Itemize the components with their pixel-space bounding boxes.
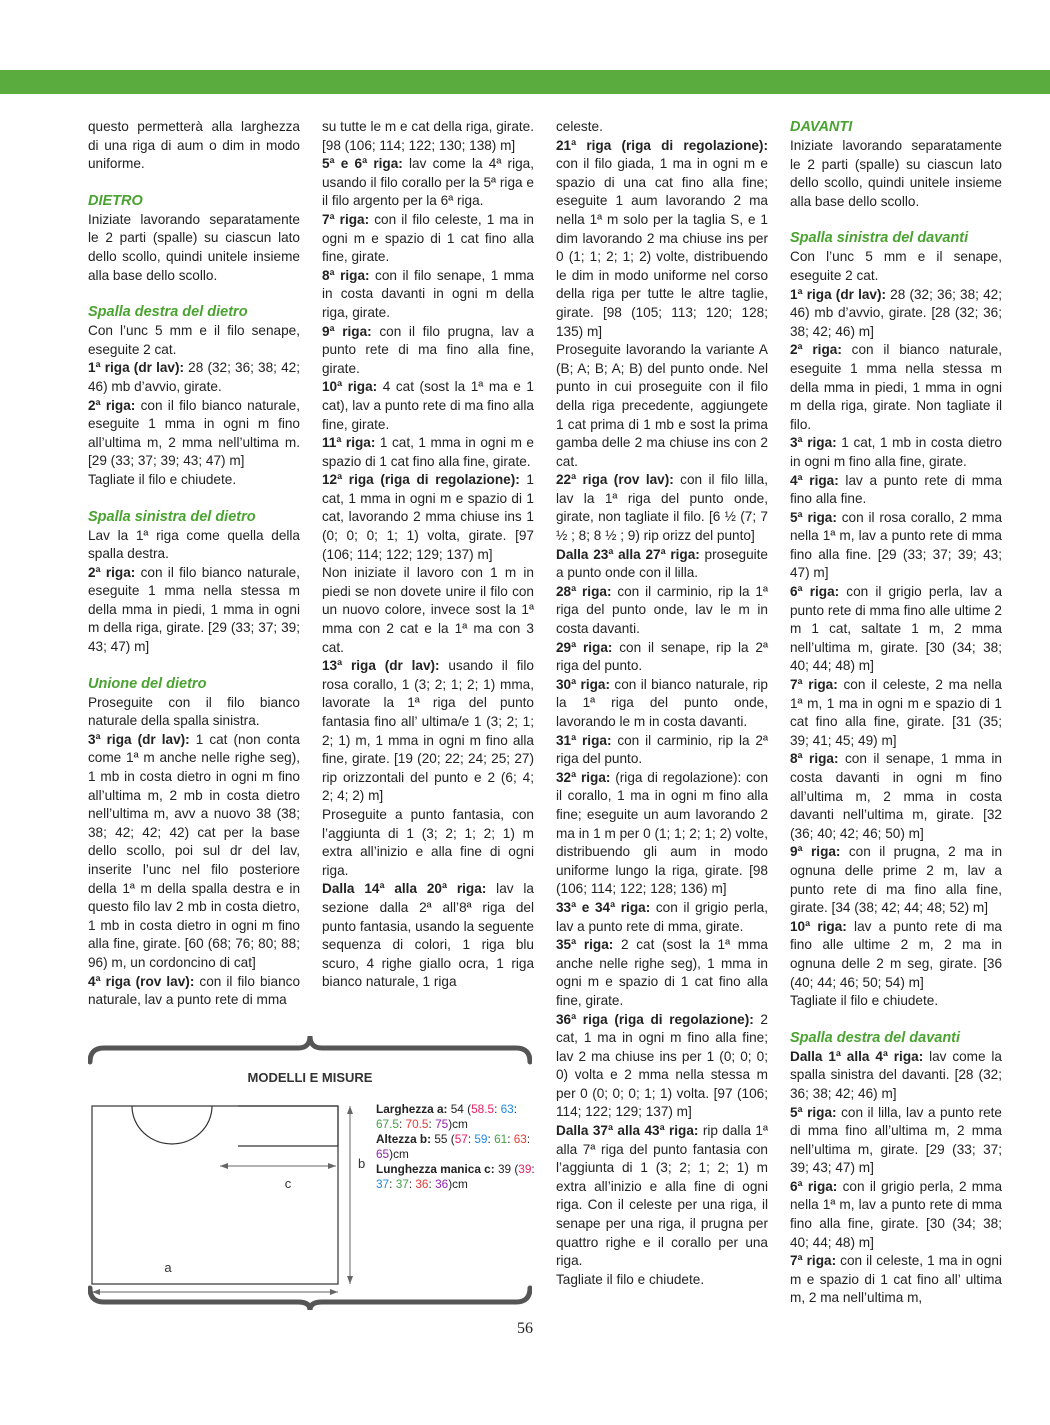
header-bar	[0, 70, 1050, 94]
row-label: 36ª riga (riga di regolazione):	[556, 1011, 754, 1027]
instruction-row	[790, 509, 1002, 583]
unit: cm	[452, 1117, 468, 1131]
instruction-row	[790, 676, 1002, 750]
size-value: 39	[518, 1162, 532, 1176]
row-text: con il senape, 1 mma in costa davanti in ogni m fino all’ultima m, 2 mma in costa davanti nell’ultima m, girate. [32 (36; 40; 42; 46; 50) m]	[790, 751, 1002, 841]
measure-label: Larghezza a:	[376, 1102, 448, 1116]
row-label: 22ª riga (rov lav):	[556, 472, 674, 488]
diagram-title: MODELLI E MISURE	[247, 1070, 373, 1085]
text-column-1	[88, 118, 300, 1010]
section-heading: Spalla sinistra del dietro	[88, 508, 256, 525]
row-text: 1 cat, 1 mma in ogni m e spazio di 1 cat, lavorando 2 mma chiuse ins 1 (0; 0; 0; 1; 1) volta, girate. [97 (106; 114; 122; 129; 137) m]	[322, 472, 534, 562]
row-label: 7ª riga:	[322, 211, 370, 227]
row-label: Dalla 14ª alla 20ª riga:	[322, 881, 487, 897]
size-value: 65	[376, 1147, 390, 1161]
row-label: 5ª riga:	[790, 509, 837, 525]
row-label: 8ª riga:	[322, 267, 370, 283]
page-number: 56	[517, 1320, 533, 1337]
instruction-row	[322, 880, 534, 992]
instruction-row	[322, 471, 534, 564]
row-text: lav a punto rete di ma fino alle ultime 2 m, 2 ma in ognuna delle 2 m seg, girate. [36 (40; 44; 46; 50; 54) m]	[790, 918, 1002, 990]
measurements-block	[376, 1102, 536, 1192]
row-label: 9ª riga:	[322, 323, 372, 339]
instruction-row	[322, 323, 534, 379]
row-label: 6ª riga:	[790, 1178, 838, 1194]
size-value: 70.5	[405, 1117, 429, 1131]
neckline	[132, 1106, 212, 1144]
instruction-row	[790, 1252, 1002, 1308]
instruction-row	[88, 731, 300, 973]
unit: cm	[452, 1177, 468, 1191]
instruction-row	[88, 397, 300, 471]
label-b: b	[358, 1156, 366, 1171]
paragraph: Tagliate il filo e chiudete.	[790, 993, 939, 1009]
size-value: 36	[435, 1177, 449, 1191]
row-text: con il grigio perla, lav a punto rete di mma fino alle ultime 2 m 1 cat, saltate 1 m, 2 mma nell’ultima m, girate. [30 (34; 38; 40; 44; 48) m]	[790, 584, 1003, 674]
row-text: 28 (32; 36; 38; 42; 46) mb d’avvio, girate.	[88, 360, 300, 394]
label-c: c	[284, 1176, 292, 1191]
row-label: 4ª riga:	[790, 472, 839, 488]
instruction-row	[790, 341, 1002, 434]
measure-larghezza: Larghezza a: 54 (58.5: 63: 67.5: 70.5: 75)cm	[376, 1102, 518, 1131]
unit: cm	[393, 1147, 409, 1161]
row-label: 5ª e 6ª riga:	[322, 156, 403, 172]
measure-altezza: Altezza b: 55 (57: 59: 61: 63: 65)cm	[376, 1132, 531, 1161]
row-text: lav come la 4ª riga, usando il filo corallo per la 5ª riga e il filo argento per la 6ª riga.	[322, 156, 535, 209]
instruction-row	[556, 1122, 768, 1271]
row-text: 2 cat (sost la 1ª mma anche nelle righe seg), 1 mma in ogni m e spazio di 1 cat fino alla fine, girate.	[556, 937, 768, 1008]
garment-body	[92, 1106, 338, 1284]
paragraph: questo permetterà alla larghezza di una riga di aum o dim in modo uniforme.	[88, 119, 300, 172]
size-value: 75	[435, 1117, 449, 1131]
row-label: 10ª riga:	[322, 379, 378, 395]
bottom-brace	[90, 1288, 530, 1310]
instruction-row	[556, 471, 768, 545]
size-value: 61	[494, 1132, 508, 1146]
paragraph: Tagliate il filo e chiudete.	[88, 471, 237, 487]
paragraph: Iniziate lavorando separatamente le 2 parti (spalle) su ciascun lato dello scollo, quindi unitele insieme alla base dello scollo.	[790, 138, 1002, 209]
section-heading: Spalla sinistra del davanti	[790, 230, 969, 247]
paragraph: su tutte le m e cat della riga, girate. [98 (106; 114; 122; 130; 138) m]	[322, 119, 534, 153]
section-heading: Spalla destra del davanti	[790, 1029, 961, 1046]
row-text: con il bianco naturale, rip la 1ª riga del punto onde, lavorando le m in costa davanti.	[556, 676, 768, 729]
instruction-row	[790, 472, 1002, 509]
instruction-row	[790, 1048, 1002, 1104]
row-text: proseguite a punto onde con il lilla.	[556, 546, 768, 581]
row-text: con il bianco naturale, eseguite 1 mma nella stessa m della mma in piedi, 1 mma in ogni m della riga, girate. Non tagliate il filo.	[790, 342, 1002, 432]
paragraph: Con l’unc 5 mm e il senape, eseguite 2 cat.	[790, 249, 1002, 283]
row-text: con il celeste, 2 ma nella 1ª m, 1 ma in ogni m e spazio di 1 cat fino alla fine, girate. [31 (35; 39; 41; 45; 49) m]	[790, 677, 1002, 748]
row-label: 21ª riga (riga di regolazione):	[556, 137, 768, 153]
size-value: 59	[474, 1132, 488, 1146]
size-value: 37	[376, 1177, 390, 1191]
row-text: rip dalla 1ª alla 7ª riga del punto fantasia con l’aggiunta di 1 (3; 2; 1; 2; 1) m extra all’inizio e alla fine di ogni riga. Con il celeste per una riga, il senape per una riga, il prugna per quattro righe e il corallo per una riga.	[556, 1123, 768, 1269]
row-label: 10ª riga:	[790, 918, 847, 934]
label-a: a	[164, 1260, 172, 1275]
paragraph: Proseguite con il filo bianco naturale della spalla sinistra.	[88, 694, 300, 729]
row-label: 1ª riga (dr lav):	[790, 286, 887, 302]
row-text: con il senape, rip la 2ª riga del punto.	[556, 639, 768, 674]
instruction-row	[556, 732, 768, 769]
row-label: 31ª riga:	[556, 732, 612, 748]
text-column-2	[322, 118, 534, 992]
row-text: con il lilla, lav a punto rete di mma fino all’ultima m, 2 mma nell’ultima m, girate. [29 (33; 37; 39; 43; 47) m]	[790, 1104, 1002, 1176]
paragraph: celeste.	[556, 119, 603, 134]
instruction-row	[322, 434, 534, 471]
row-text: usando il filo rosa corallo, 1 (3; 2; 1; 2; 1) mma, lavorate la 1ª riga del punto fantasia fino all’ ultima/e 1 (3; 2; 1; 2; 1) m, 1 mma in ogni m fino alla fine, girate. [19 (20; 22; 24; 25; 27) rip orizzontali del punto e 2 (6; 4; 2; 4; 2) m]	[322, 658, 534, 804]
paragraph: Con l’unc 5 mm e il filo senape, eseguite 2 cat.	[88, 323, 300, 357]
row-label: 7ª riga:	[790, 1253, 837, 1269]
instruction-row	[556, 583, 768, 639]
row-text: con il carminio, rip la 2ª riga del punto.	[556, 732, 768, 767]
paragraph: Lav la 1ª riga come quella della spalla destra.	[88, 527, 300, 562]
instruction-row	[556, 546, 768, 583]
size-value: 63	[513, 1132, 527, 1146]
row-label: 3ª riga:	[790, 435, 837, 451]
instruction-row	[556, 899, 768, 936]
row-text: lav la sezione dalla 2ª all’8ª riga del punto fantasia, usando la seguente sequenza di colori, 1 riga blu scuro, 4 righe giallo ocra, 1 riga bianco naturale, 1 riga	[322, 881, 534, 990]
size-value: 57	[454, 1132, 468, 1146]
row-label: 8ª riga:	[790, 751, 839, 767]
row-label: 2ª riga:	[88, 397, 136, 413]
row-label: 13ª riga (dr lav):	[322, 658, 440, 674]
row-text: 1 cat (non conta come 1ª m anche nelle righe seg), 1 mb in costa dietro in ogni m fino all’ultima m, 2 mb in costa dietro nell’ultima m, avv a nuovo 38 (38; 38; 42; 42; 42) cat per la base dello scollo, poi sul dr del lav, inserite l’unc nel filo posteriore della 1ª m della spalla destra e in questo filo lav 2 mb in costa dietro, 1 mb in costa dietro in ogni m fino alla fine, girate. [60 (68; 76; 80; 88; 96) m, un cordoncino di cat]	[88, 731, 300, 970]
section-heading-dietro: DIETRO	[88, 192, 143, 209]
row-text: (riga di regolazione): con il corallo, 1 ma in ogni m fino alla fine; eseguite un aum lavorando 2 ma in 1 m per 0 (1; 1; 2; 1; 2) volte, distribuendo gli aum in modo uniforme lungo la riga, girate. [98 (106; 114; 122; 128; 136) m]	[556, 769, 769, 897]
size-value: 37	[395, 1177, 409, 1191]
row-text: 28 (32; 36; 38; 42; 46) mb d’avvio, girate. [28 (32; 36; 38; 42; 46) m]	[790, 286, 1002, 339]
instruction-row	[790, 843, 1002, 917]
row-text: con il prugna, 2 ma in ognuna delle prime 2 m, lav a punto rete di ma fino alla fine, girate. [34 (38; 42; 44; 48; 52) m]	[790, 844, 1003, 916]
measure-label: Lunghezza manica c:	[376, 1162, 495, 1176]
row-text: con il filo giada, 1 ma in ogni m e spazio di una cat fino alla fine; eseguite 1 aum lavorando 2 ma nella 1ª m solo per la taglia S, e 1 dim lavorando 2 ma chiuse ins per 0 (1; 1; 2; 1; 2) volte, distribuendo le dim in modo uniforme nel corso della riga per tutte le altre taglie, girate. [98 (105; 113; 120; 128; 135) m]	[556, 156, 768, 339]
section-heading: Unione del dietro	[88, 675, 207, 692]
instruction-row	[322, 211, 534, 267]
instruction-row	[790, 286, 1002, 342]
row-text: con il rosa corallo, 2 mma nella 1ª m, lav a punto rete di mma fino alla fine. [29 (33; 37; 39; 43; 47) m]	[790, 509, 1002, 581]
row-text: con il filo bianco naturale, eseguite 1 mma in ogni m fino all’ultima m, 2 mma nell’ultima m. [29 (33; 37; 39; 43; 47) m]	[88, 397, 300, 469]
instruction-row	[790, 583, 1002, 676]
row-text: con il grigio perla, 2 mma nella 1ª m, lav a punto rete di mma fino alla fine, girate. [30 (34; 38; 40; 44; 48) m]	[790, 1178, 1003, 1250]
row-text: con il filo bianco naturale, eseguite 1 mma nella stessa m della mma in piedi, 1 mma in ogni m della riga, girate. [29 (33; 37; 39; 43; 47) m]	[88, 564, 300, 655]
row-text: 1 cat, 1 mb in costa dietro in ogni m fino alla fine, girate.	[790, 435, 1002, 469]
size-value: 39	[497, 1162, 512, 1176]
row-text: 2 cat, 1 ma in ogni m fino alla fine; lav 2 ma chiuse ins per 1 (0; 0; 0; 0) volta e 2 mma nella stessa m per 0 (0; 0; 0; 1; 1) volta. [97 (106; 114; 122; 129; 137) m]	[556, 1011, 768, 1120]
size-value: 36	[415, 1177, 429, 1191]
row-label: 32ª riga:	[556, 769, 611, 785]
row-text: con il filo prugna, lav a punto rete di ma fino alla fine, girate.	[322, 323, 534, 376]
row-label: 7ª riga:	[790, 677, 838, 693]
row-label: Dalla 37ª alla 43ª riga:	[556, 1123, 699, 1139]
c-arrow-left	[220, 1163, 228, 1169]
row-label: 28ª riga:	[556, 583, 612, 599]
row-label: 33ª e 34ª riga:	[556, 899, 651, 915]
a-arrow-right	[330, 1289, 338, 1295]
paragraph: Non iniziate il lavoro con 1 m in piedi se non dovete unire il filo con un nuovo colore, invece sost la 1ª mma con 2 cat e la 1ª ma con 3 cat.	[322, 565, 534, 655]
row-label: 29ª riga:	[556, 639, 613, 655]
row-label: 2ª riga:	[790, 342, 842, 358]
row-text: 4 cat (sost la 1ª ma e 1 cat), lav a punto rete di ma fino alla fine, girate.	[322, 379, 534, 432]
row-label: 3ª riga (dr lav):	[88, 731, 190, 747]
size-value: 54	[450, 1102, 464, 1116]
paragraph: Proseguite a punto fantasia, con l’aggiunta di 1 (3; 2; 1; 2; 1) m extra all’inizio e alla fine di ogni riga.	[322, 806, 534, 878]
b-arrow-bottom	[347, 1276, 353, 1284]
section-heading-davanti: DAVANTI	[790, 119, 853, 135]
instruction-row	[790, 434, 1002, 471]
row-text: con il celeste, 1 ma in ogni m e spazio di 1 cat fino all’ ultima m, 2 ma nell’ultima m,	[790, 1253, 1003, 1306]
instruction-row	[790, 1104, 1002, 1178]
row-text: con il grigio perla, lav a punto rete di mma, girate.	[556, 899, 768, 934]
garment-sleeve	[238, 1106, 338, 1146]
paragraph: Tagliate il filo e chiudete.	[556, 1271, 705, 1287]
row-label: 1ª riga (dr lav):	[88, 360, 185, 376]
instruction-row	[322, 657, 534, 806]
row-label: 2ª riga:	[88, 564, 136, 580]
text-column-4	[790, 118, 1002, 1308]
instruction-row	[322, 267, 534, 323]
paragraph: Iniziate lavorando separatamente le 2 parti (spalle) su ciascun lato dello scollo, quindi unitele insieme alla base dello scollo.	[88, 211, 300, 283]
row-label: 30ª riga:	[556, 676, 611, 692]
row-label: Dalla 1ª alla 4ª riga:	[790, 1048, 924, 1064]
row-label: 11ª riga:	[322, 435, 376, 451]
row-label: 12ª riga (riga di regolazione):	[322, 472, 520, 488]
row-text: con il filo lilla, lav la 1ª riga del punto onde, girate, non tagliate il filo. [6 ½ (7; 7 ½ ; 8; 8 ½ ; 9) rip orizz del punto]	[556, 472, 769, 544]
row-label: 4ª riga (rov lav):	[88, 973, 195, 989]
instruction-row	[88, 359, 300, 396]
row-text: con il carminio, rip la 1ª riga del punto onde, lav le m in costa davanti.	[556, 583, 768, 637]
instruction-row	[790, 1178, 1002, 1252]
row-text: lav come la spalla sinistra del davanti. [28 (32; 36; 38; 42; 46) m]	[790, 1048, 1002, 1101]
row-text: con il filo senape, 1 mma in costa davanti in ogni m della riga, girate.	[322, 267, 534, 320]
instruction-row	[322, 155, 534, 211]
size-value: 55	[434, 1132, 448, 1146]
size-value: 63	[500, 1102, 514, 1116]
instruction-row	[556, 676, 768, 732]
size-value: 67.5	[376, 1117, 399, 1131]
c-arrow-right	[328, 1163, 336, 1169]
text-column-3	[556, 118, 768, 1289]
instruction-row	[556, 769, 768, 899]
instruction-row	[790, 750, 1002, 843]
measure-manica: Lunghezza manica c: 39 (39: 37: 37: 36: 36)cm	[376, 1162, 535, 1191]
measure-label: Altezza b:	[376, 1132, 432, 1146]
instruction-row	[88, 973, 300, 1010]
instruction-row	[556, 137, 768, 342]
row-text: 1 cat, 1 mma in ogni m e spazio di 1 cat fino alla fine, girate.	[322, 435, 534, 469]
row-label: 5ª riga:	[790, 1104, 837, 1120]
row-text: lav a punto rete di mma fino alla fine.	[790, 472, 1002, 507]
instruction-row	[790, 918, 1002, 992]
row-label: 6ª riga:	[790, 584, 840, 600]
section-heading: Spalla destra del dietro	[88, 304, 248, 321]
b-arrow-top	[347, 1106, 353, 1114]
paragraph: Proseguite lavorando la variante A (B; A; B; A; B) del punto onde. Nel punto in cui proseguite con il filo della riga precedente, aggiungete 1 cat prima di 1 mb e sost la prima gamba delle 2 ma chiuse ins con 2 cat.	[556, 342, 768, 469]
row-text: con il filo celeste, 1 ma in ogni m e spazio di 1 cat fino alla fine, girate.	[322, 211, 534, 265]
top-brace	[90, 1036, 530, 1062]
size-value: 58.5	[471, 1102, 495, 1116]
row-label: 35ª riga:	[556, 937, 614, 953]
instruction-row	[556, 936, 768, 1010]
instruction-row	[556, 639, 768, 676]
instruction-row	[88, 564, 300, 657]
instruction-row	[322, 378, 534, 434]
row-label: 9ª riga:	[790, 844, 841, 860]
row-label: Dalla 23ª alla 27ª riga:	[556, 546, 700, 562]
row-text: con il filo bianco naturale, lav a punto rete di mma	[88, 973, 301, 1008]
instruction-row	[556, 1011, 768, 1123]
